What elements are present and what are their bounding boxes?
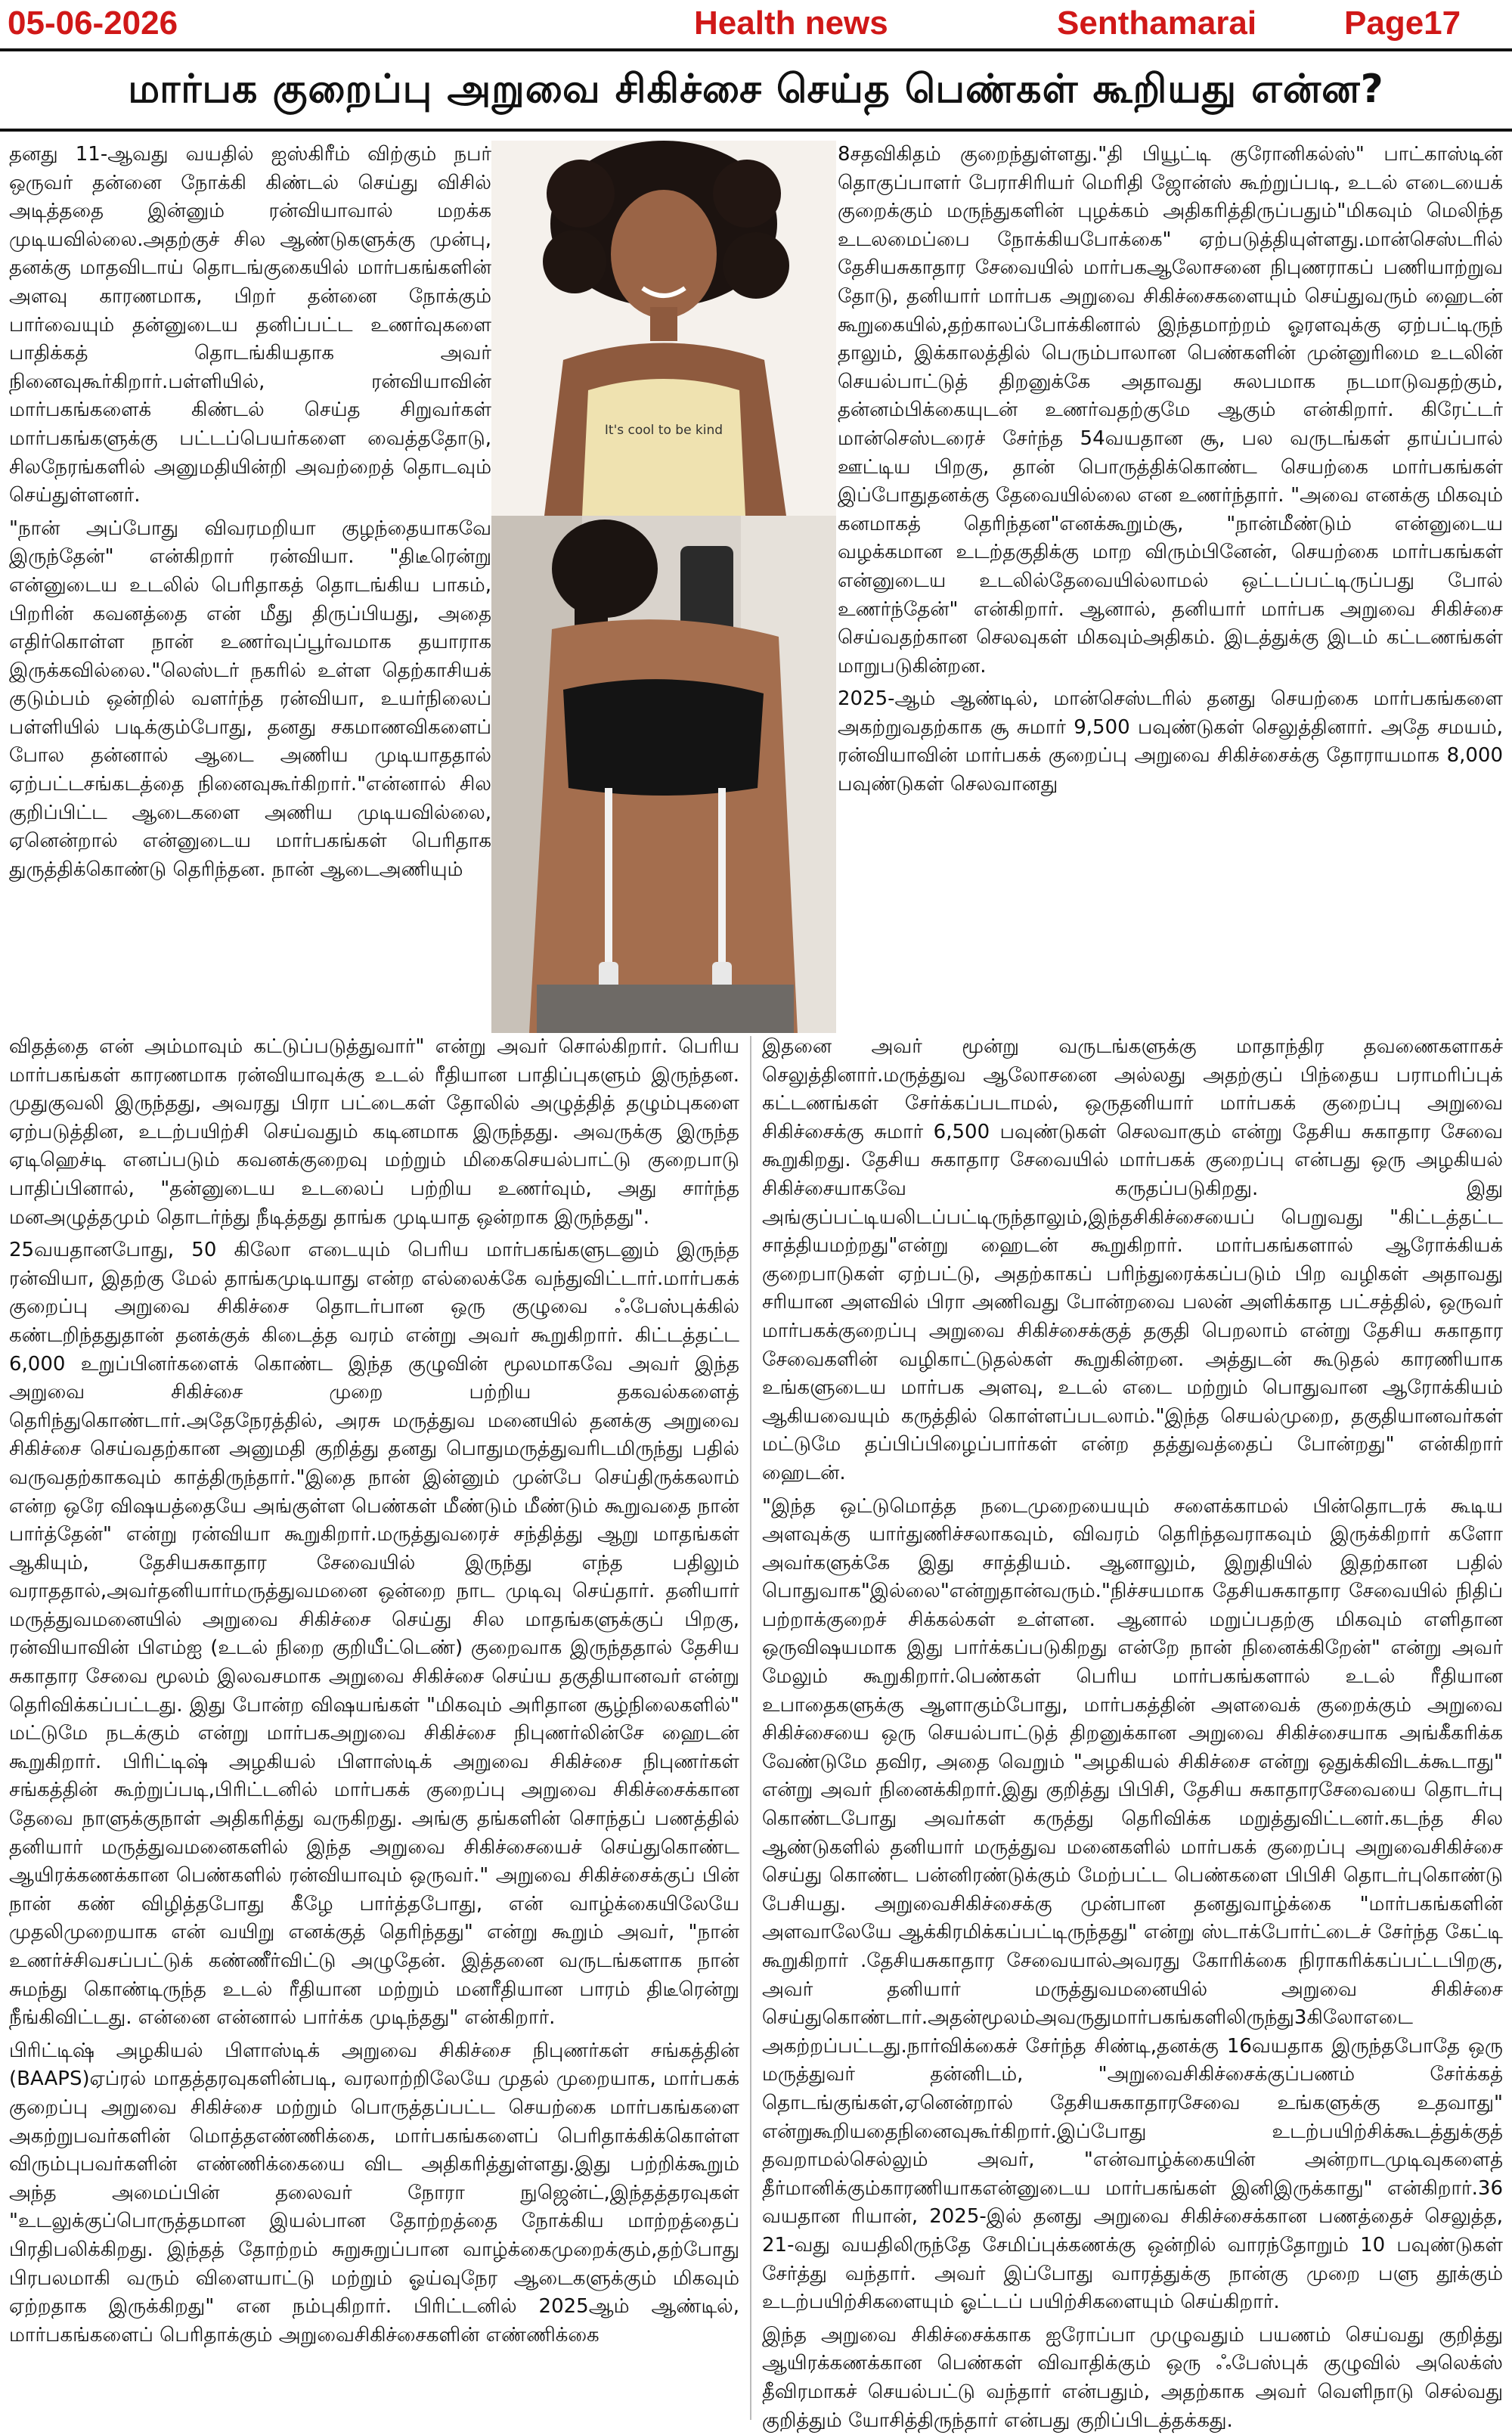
- article-column-top-right: [838, 141, 1503, 1033]
- paragraph: தனது 11-ஆவது வயதில் ஐஸ்கிரீம் விற்கும் நபர் ஒருவர் தன்னை நோக்கி கிண்டல் செய்து விசில் அடித்ததை இன்னும் ரன்வியாவால் மறக்க முடியவில்லை.அதற்குச் சில ஆண்டுகளுக்கு முன்பு, தனக்கு மாதவிடாய் தொடங்குகையில் மார்பகங்களின் அளவு காரணமாக, பிறர் தன்னை நோக்கும் பார்வையும் தன்னுடைய தனிப்பட்ட உணர்வுகளை பாதிக்கத் தொடங்கியதாக அவர் நினைவுகூர்கிறார்.பள்ளியில், ரன்வியாவின் மார்பகங்களைக் கிண்டல் செய்த சிறுவர்கள் மார்பகங்களுக்கு பட்டப்பெயர்களை வைத்ததோடு, சிலநேரங்களில் அனுமதியின்றி அவற்றைத் தொடவும் செய்துள்ளனர்.: [9, 143, 491, 507]
- issue-date: 05-06-2026: [8, 5, 178, 42]
- masthead: [0, 0, 1512, 48]
- paragraph: பிரிட்டிஷ் அழகியல் பிளாஸ்டிக் அறுவை சிகிச்சை நிபுணர்கள் சங்கத்தின் (BAAPS)ஏப்ரல் மாதத்தரவுகளின்படி, வரலாற்றிலேயே முதல் முறையாக, மார்பகக் குறைப்பு அறுவை சிகிச்சை மற்றும் பொருத்தப்பட்ட செயற்கை மார்பகங்களை அகற்றுபவர்களின் மொத்தஎண்ணிக்கை, மார்பகங்களைப் பெரிதாக்கிக்கொள்ள விரும்புபவர்களின் எண்ணிக்கையை விட அதிகரித்துள்ளது.இது பற்றிக்கூறும் அந்த அமைப்பின் தலைவர் நோரா நுஜென்ட்,இந்தத்தரவுகள் "உடலுக்குப்பொருத்தமான இயல்பான தோற்றத்தை நோக்கிய மாற்றத்தைப் பிரதிபலிக்கிறது. இந்தத் தோற்றம் சுறுசுறுப்பான வாழ்க்கைமுறைக்கும்,தற்போது பிரபலமாகி வரும் விளையாட்டு மற்றும் ஓய்வுநேர ஆடைகளுக்கும் மிகவும் ஏற்றதாக இருக்கிறது" என நம்புகிறார். பிரிட்டனில் 2025ஆம் ஆண்டில், மார்பகங்களைப் பெரிதாக்கும் அறுவைசிகிச்சைகளின் எண்ணிக்கை: [9, 2039, 739, 2347]
- paragraph: 2025-ஆம் ஆண்டில், மான்செஸ்டரில் தனது செயற்கை மார்பகங்களை அகற்றுவதற்காக சூ சுமார் 9,500 பவுண்டுகள் செலுத்தினார். அதே சமயம், ரன்வியாவின் மார்பகக் குறைப்பு அறுவை சிகிச்சைக்கு தோராயமாக 8,000 பவுண்டுகள் செலவானது: [838, 687, 1503, 796]
- column-divider: [750, 1036, 751, 2420]
- photo-woman-smiling: [491, 141, 836, 516]
- paragraph: இந்த அறுவை சிகிச்சைக்காக ஐரோப்பா முழுவதும் பயணம் செய்வது குறித்து ஆயிரக்கணக்கான பெண்கள் விவாதிக்கும் ஒரு ஃபேஸ்புக் குழுவில் அலெக்ஸ் தீவிரமாகச் செயல்பட்டு வந்தார் என்பதும், அதற்காக அவர் வெளிநாடு செல்வது குறித்தும் யோசித்திருந்தார் என்பது குறிப்பிடத்தக்கது.: [762, 2323, 1503, 2432]
- paragraph: இதனை அவர் மூன்று வருடங்களுக்கு மாதாந்திர தவணைகளாகச் செலுத்தினார்.மருத்துவ ஆலோசனை அல்லது அதற்குப் பிந்தைய பராமரிப்புக் கட்டணங்கள் சேர்க்கப்படாமல், ஒருதனியார் மார்பகக் குறைப்பு அறுவை சிகிச்சைக்கு சுமார் 6,500 பவுண்டுகள் செலவாகும் என்று தேசிய சுகாதார சேவை கூறுகிறது. தேசிய சுகாதார சேவையில் மார்பகக் குறைப்பு என்பது ஒரு அழகியல் சிகிச்சையாகவே கருதப்படுகிறது. இது அங்குப்பட்டியலிடப்பட்டிருந்தாலும்,இந்தசிகிச்சையைப் பெறுவது "கிட்டத்தட்ட சாத்தியமற்றது"என்று ஹைடன் கூறுகிறார். மார்பகங்களால் ஆரோக்கியக் குறைபாடுகள் ஏற்பட்டு, அதற்காகப் பரிந்துரைக்கப்படும் பிற வழிகள் அதாவது சரியான அளவில் பிரா அணிவது போன்றவை பலன் அளிக்காத பட்சத்தில், ஒருவர் மார்பகக்குறைப்பு அறுவை சிகிச்சைக்குத் தகுதி பெறலாம் என்று தேசிய சுகாதார சேவைகளின் வழிகாட்டுதல்கள் கூறுகின்றன. அத்துடன் கூடுதல் காரணியாக உங்களுடைய மார்பக அளவு, உடல் எடை மற்றும் பொதுவான ஆரோக்கியம் ஆகியவையும் கருத்தில் கொள்ளப்படலாம்."இந்த செயல்முறை, தகுதியானவர்கள் மட்டுமே தப்பிப்பிழைப்பார்கள் என்ற தத்துவத்தைப் போன்றது" என்கிறார் ஹைடன்.: [762, 1035, 1503, 1484]
- section-name: Health news: [694, 5, 888, 42]
- paragraph: "நான் அப்போது விவரமறியா குழந்தையாகவே இருந்தேன்" என்கிறார் ரன்வியா. "திடீரென்று என்னுடைய உடலில் பெரிதாகத் தொடங்கிய பாகம், பிறரின் கவனத்தை என் மீது திருப்பியது, அதை எதிர்கொள்ள நான் உணர்வுப்பூர்வமாக தயாராக இருக்கவில்லை."லெஸ்டர் நகரில் உள்ள தெற்காசியக் குடும்பம் ஒன்றில் வளர்ந்த ரன்வியா, உயர்நிலைப் பள்ளியில் படிக்கும்போது, தனது சகமாணவிகளைப் போல தன்னால் ஆடை அணிய முடியாததால் ஏற்பட்டசங்கடத்தை நினைவுகூர்கிறார்."என்னால் சில குறிப்பிட்ட ஆடைகளை அணிய முடியவில்லை, ஏனென்றால் என்னுடைய மார்பகங்கள் பெரிதாக துருத்திக்கொண்டு தெரிந்தன. நான் ஆடைஅணியும்: [9, 516, 491, 881]
- article-column-top-left: [9, 141, 491, 1033]
- paragraph: "இந்த ஒட்டுமொத்த நடைமுறையையும் சளைக்காமல் பின்தொடரக் கூடிய அளவுக்கு யார்துணிச்சலாகவும், விவரம் தெரிந்தவராகவும் இருக்கிறார் களோ அவர்களுக்கே இது சாத்தியம். ஆனாலும், இறுதியில் இதற்கான பதில் பொதுவாக"இல்லை"என்றுதான்வரும்."நிச்சயமாக தேசியசுகாதார சேவையில் நிதிப் பற்றாக்குறைச் சிக்கல்கள் உள்ளன. ஆனால் மறுப்பதற்கு மிகவும் எளிதான ஒருவிஷயமாக இது பார்க்கப்படுகிறது என்றே நான் நினைக்கிறேன்" என்று அவர் மேலும் கூறுகிறார்.பெண்கள் பெரிய மார்பகங்களால் உடல் ரீதியான உபாதைகளுக்கு ஆளாகும்போது, மார்பகத்தின் அளவைக் குறைக்கும் அறுவை சிகிச்சையை ஒரு செயல்பாட்டுத் திறனுக்கான அறுவை சிகிச்சையாக அங்கீகரிக்க வேண்டுமே தவிர, அதை வெறும் "அழகியல் சிகிச்சை என்று ஒதுக்கிவிடக்கூடாது" என்று அவர் நினைக்கிறார்.இது குறித்து பிபிசி, தேசிய சுகாதாரசேவையை தொடர்பு கொண்டபோது அவர்கள் கருத்து தெரிவிக்க மறுத்துவிட்டனர்.கடந்த சில ஆண்டுகளில் தனியார் மருத்துவ மனைகளில் மார்பகக் குறைப்பு அறுவைசிகிச்சை செய்து கொண்ட பன்னிரண்டுக்கும் மேற்பட்ட பெண்களை பிபிசி தொடர்புகொண்டு பேசியது. அறுவைசிகிச்சைக்கு முன்பான தனதுவாழ்க்கை "மார்பகங்களின் அளவாலேயே ஆக்கிரமிக்கப்பட்டிருந்தது" என்று ஸ்டாக்போர்ட்டைச் சேர்ந்த கேட்டி கூறுகிறார் .தேசியசுகாதார சேவையால்அவரது கோரிக்கை நிராகரிக்கப்பட்டபிறகு, அவர் தனியார் மருத்துவமனையில் அறுவை சிகிச்சை செய்துகொண்டார்.அதன்மூலம்அவருதுமார்பகங்களிலிருந்து3கிலோஎடை அகற்றப்பட்டது.நார்விக்கைச் சேர்ந்த சிண்டி,தனக்கு 16வயதாக இருந்தபோதே ஒரு மருத்துவர் தன்னிடம், "அறுவைசிகிச்சைக்குப்பணம் சேர்க்கத் தொடங்குங்கள்,ஏனென்றால் தேசியசுகாதாரசேவை உங்களுக்கு உதவாது" என்றுகூறியதைநினைவுகூர்கிறார்.இப்போது உடற்பயிற்சிக்கூடத்துக்குத் தவறாமல்செல்லும் அவர், "என்வாழ்க்கையின் அன்றாடமுடிவுகளைத் தீர்மானிக்கும்காரணியாகஎன்னுடைய மார்பகங்கள் இனிஇருக்காது" என்கிறார்.36 வயதான ரியான், 2025-இல் தனது அறுவை சிகிச்சைக்கான பணத்தைச் செலுத்த, 21-வது வயதிலிருந்தே சேமிப்புக்கணக்கு ஒன்றில் வாரந்தோறும் 10 பவுண்டுகள் சேர்த்து வந்தார். அவர் இப்போது வாரத்துக்கு நான்கு முறை பளு தூக்கும் உடற்பயிற்சிகளையும் ஓட்டப் பயிற்சிகளையும் செய்கிறார்.: [762, 1494, 1503, 2314]
- paragraph: 8சதவிகிதம் குறைந்துள்ளது."தி பியூட்டி குரோனிகல்ஸ்" பாட்காஸ்டின் தொகுப்பாளர் பேராசிரியர் மெரிதி ஜோன்ஸ் கூற்றுப்படி, உடல் எடையைக் குறைக்கும் மருந்துகளின் புழக்கம் அதிகரித்திருப்பதும்"மிகவும் மெலிந்த உடலமைப்பை நோக்கியபோக்கை" ஏற்படுத்தியுள்ளது.மான்செஸ்டரில் தேசியசுகாதார சேவையில் மார்பகஆலோசனை நிபுணராகப் பணியாற்றுவ தோடு, தனியார் மார்பக அறுவை சிகிச்சைகளையும் செய்துவரும் ஹைடன் கூறுகையில்,தற்காலப்போக்கினால் இந்தமாற்றம் ஓரளவுக்கு ஏற்பட்டிருந் தாலும், இக்காலத்தில் பெரும்பாலான பெண்களின் முன்னுரிமை உடலின் செயல்பாட்டுத் திறனுக்கே அதாவது சுலபமாக நடமாடுவதற்கும், தன்னம்பிக்கையுடன் உணர்வதற்குமே ஆகும் என்கிறார். கிரேட்டர் மான்செஸ்டரைச் சேர்ந்த 54வயதான சூ, பல வருடங்கள் தாய்ப்பால் ஊட்டிய பிறகு, தான் பொருத்திக்கொண்ட செயற்கை மார்பகங்கள் இப்போதுதனக்கு தேவையில்லை என உணர்ந்தார். "அவை எனக்கு மிகவும் கனமாகத் தெரிந்தன"எனக்கூறும்சூ, "நான்மீண்டும் என்னுடைய வழக்கமான உடற்தகுதிக்கு மாற விரும்பினேன், செயற்கை மார்பகங்கள் என்னுடைய உடலில்தேவையில்லாமல் ஒட்டப்பட்டிருப்பது போல் உணர்ந்தேன்" என்கிறார். ஆனால், தனியார் மார்பக அறுவை சிகிச்சை செய்வதற்கான செலவுகள் மிகவும்அதிகம். இடத்துக்கு இடம் கட்டணங்கள் மாறுபடுகின்றன.: [838, 143, 1503, 678]
- masthead-divider: [0, 48, 1512, 51]
- article-headline: மார்பக குறைப்பு அறுவை சிகிச்சை செய்த பெண்கள் கூறியது என்ன?: [128, 67, 1384, 112]
- headline-divider: [0, 129, 1512, 132]
- paragraph: விதத்தை என் அம்மாவும் கட்டுப்படுத்துவார்" என்று அவர் சொல்கிறார். பெரிய மார்பகங்கள் காரணமாக ரன்வியாவுக்கு உடல் ரீதியான பாதிப்புகளும் இருந்தன. முதுகுவலி இருந்தது, அவரது பிரா பட்டைகள் தோலில் அழுத்தித் தழும்புகளை ஏற்படுத்தின, உடற்பயிற்சி செய்வதும் கடினமாக இருந்தது. அவருக்கு இருந்த ஏடிஹெச்டி எனப்படும் கவனக்குறைவு மற்றும் மிகைசெயல்பாட்டு குறைபாடு பாதிப்பினால், "தன்னுடைய உடலைப் பற்றிய உணர்வும், அது சார்ந்த மனஅழுத்தமும் தொடர்ந்து நீடித்தது தாங்க முடியாத ஒன்றாக இருந்தது".: [9, 1035, 739, 1229]
- article-column-left: [9, 1033, 739, 2420]
- paragraph: 25வயதானபோது, 50 கிலோ எடையும் பெரிய மார்பகங்களுடனும் இருந்த ரன்வியா, இதற்கு மேல் தாங்கமுடியாது என்ற எல்லைக்கே வந்துவிட்டார்.மார்பகக் குறைப்பு அறுவை சிகிச்சை தொடர்பான ஒரு குழுவை ஃபேஸ்புக்கில் கண்டறிந்ததுதான் தனக்குக் கிடைத்த வரம் என்று அவர் கூறுகிறார். கிட்டத்தட்ட 6,000 உறுப்பினர்களைக் கொண்ட இந்த குழுவின் மூலமாகவே அவர் இந்த அறுவை சிகிச்சை முறை பற்றிய தகவல்களைத் தெரிந்துகொண்டார்.அதேநேரத்தில், அரசு மருத்துவ மனையில் தனக்கு அறுவை சிகிச்சை செய்வதற்கான அனுமதி குறித்து தனது பொதுமருத்துவரிடமிருந்து பதில் வருவதற்காகவும் காத்திருந்தார்."இதை நான் இன்னும் முன்பே செய்திருக்கலாம் என்ற ஒரே விஷயத்தையே அங்குள்ள பெண்கள் மீண்டும் மீண்டும் கூறுவதை நான் பார்த்தேன்" என்று ரன்வியா கூறுகிறார்.மருத்துவரைச் சந்தித்து ஆறு மாதங்கள் ஆகியும், தேசியசுகாதார சேவையில் இருந்து எந்த பதிலும் வராததால்,அவர்தனியார்மருத்துவமனை ஒன்றை நாட முடிவு செய்தார். தனியார் மருத்துவமனையில் அறுவை சிகிச்சை செய்து சில மாதங்களுக்குப் பிறகு, ரன்வியாவின் பிஎம்ஐ (உடல் நிறை குறியீட்டெண்) குறைவாக இருந்ததால் தேசிய சுகாதார சேவை மூலம் இலவசமாக அறுவை சிகிச்சை செய்ய தகுதியானவர் என்று தெரிவிக்கப்பட்டது. இது போன்ற விஷயங்கள் "மிகவும் அரிதான சூழ்நிலைகளில்" மட்டுமே நடக்கும் என்று மார்பகஅறுவை சிகிச்சை நிபுணர்லின்சே ஹைடன் கூறுகிறார். பிரிட்டிஷ் அழகியல் பிளாஸ்டிக் அறுவை சிகிச்சை நிபுணர்கள் சங்கத்தின் கூற்றுப்படி,பிரிட்டனில் மார்பகக் குறைப்பு அறுவை சிகிச்சைக்கான தேவை நாளுக்குநாள் அதிகரித்து வருகிறது. அங்கு தங்களின் சொந்தப் பணத்தில் தனியார் மருத்துவமனைகளில் இந்த அறுவை சிகிச்சையைச் செய்துகொண்ட ஆயிரக்கணக்கான பெண்களில் ரன்வியாவும் ஒருவர்." அறுவை சிகிச்சைக்குப் பின் நான் கண் விழித்தபோது கீழே பார்த்தபோது, என் வாழ்க்கையிலேயே முதலிமுறையாக என் வயிறு எனக்குத் தெரிந்தது" என்று கூறும் அவர், "நான் உணர்ச்சிவசப்பட்டுக் கண்ணீர்விட்டு அழுதேன். இத்தனை வருடங்களாக நான் சுமந்து கொண்டிருந்த உடல் ரீதியான மற்றும் மனரீதியான பாரம் திடீரென்று நீங்கிவிட்டது. என்னை என்னால் பார்க்க முடிந்தது" என்கிறார்.: [9, 1239, 739, 2030]
- page-number: Page17: [1344, 5, 1461, 42]
- tshirt-slogan: It's cool to be kind: [604, 423, 723, 438]
- publication-name: Senthamarai: [1057, 5, 1257, 42]
- photo-post-surgery-mirror-selfie: [491, 516, 836, 1033]
- article-column-right: [762, 1033, 1503, 2432]
